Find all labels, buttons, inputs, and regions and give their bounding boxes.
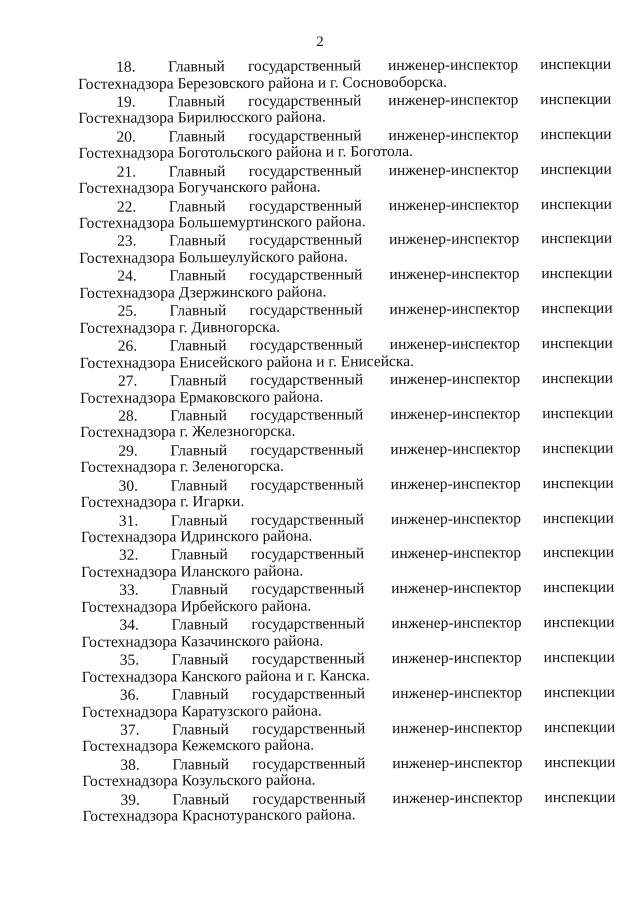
item-word-3: инженер-инспектор <box>387 56 519 75</box>
item-word-3: инженер-инспектор <box>389 265 520 284</box>
item-word-4: инспекции <box>544 788 616 806</box>
item-continuation: Гостехнадзора Ермаковского района. <box>80 388 324 407</box>
item-continuation: Гостехнадзора Дзержинского района. <box>79 283 327 302</box>
item-number: 39. <box>120 791 140 809</box>
item-word-4: инспекции <box>544 753 616 771</box>
list-item <box>79 231 611 269</box>
item-number: 21. <box>116 163 137 181</box>
item-word-1: Главный <box>171 686 229 704</box>
item-word-3: инженер-инспектор <box>388 160 519 179</box>
list-item <box>78 92 610 130</box>
item-continuation: Гостехнадзора г. Зеленогорска. <box>80 458 284 477</box>
item-number: 30. <box>118 477 139 495</box>
item-word-4: инспекции <box>541 299 613 318</box>
item-word-4: инспекции <box>543 579 615 597</box>
item-word-2: государственный <box>250 545 365 564</box>
list-item <box>82 650 614 688</box>
item-word-4: инспекции <box>542 404 614 423</box>
item-word-2: государственный <box>249 371 364 389</box>
item-word-1: Главный <box>169 337 227 355</box>
item-word-3: инженер-инспектор <box>390 405 521 424</box>
item-number: 25. <box>117 302 137 320</box>
item-word-2: государственный <box>252 755 366 773</box>
item-word-2: государственный <box>250 510 365 529</box>
item-word-4: инспекции <box>543 648 615 667</box>
item-word-4: инспекции <box>543 683 615 702</box>
item-word-3: инженер-инспектор <box>389 370 521 389</box>
list-item <box>81 545 613 583</box>
item-word-3: инженер-инспектор <box>388 126 519 144</box>
item-word-2: государственный <box>249 301 363 320</box>
item-word-2: государственный <box>251 580 365 599</box>
item-word-2: государственный <box>252 720 366 738</box>
item-word-2: государственный <box>248 161 362 180</box>
item-word-1: Главный <box>169 232 226 250</box>
item-number: 28. <box>118 407 138 425</box>
item-first-line <box>80 371 612 391</box>
item-first-line <box>82 685 614 705</box>
item-word-4: инспекции <box>542 509 614 527</box>
item-first-line <box>81 615 613 635</box>
item-word-4: инспекции <box>541 230 613 248</box>
item-word-3: инженер-инспектор <box>392 719 523 738</box>
item-word-2: государственный <box>251 650 365 669</box>
item-first-line <box>78 92 610 112</box>
list-item <box>80 441 612 479</box>
item-continuation: Гостехнадзора Боготольского района и г. Боготола. <box>78 143 414 163</box>
item-word-3: инженер-инспектор <box>389 300 520 319</box>
item-word-4: инспекции <box>540 125 612 143</box>
item-word-1: Главный <box>172 790 230 809</box>
item-first-line <box>81 510 613 530</box>
item-word-2: государственный <box>248 92 362 110</box>
item-word-4: инспекции <box>542 474 614 492</box>
item-word-2: государственный <box>249 336 363 355</box>
item-word-1: Главный <box>172 721 229 739</box>
item-word-1: Главный <box>172 755 230 774</box>
item-continuation: Гостехнадзора Ирбейского района. <box>81 597 312 616</box>
list-item <box>82 755 614 793</box>
item-number: 37. <box>120 721 140 739</box>
item-word-3: инженер-инспектор <box>392 789 523 807</box>
item-word-1: Главный <box>168 127 226 146</box>
item-word-4: инспекции <box>543 613 615 632</box>
item-word-2: государственный <box>249 266 363 285</box>
item-continuation: Гостехнадзора Бирилюсского района. <box>78 108 326 128</box>
item-word-1: Главный <box>167 58 225 76</box>
item-word-3: инженер-инспектор <box>390 544 522 563</box>
item-word-3: инженер-инспектор <box>391 684 523 703</box>
list-item <box>81 475 613 513</box>
item-word-3: инженер-инспектор <box>389 230 520 249</box>
item-continuation: Гостехнадзора Енисейского района и г. Енисейска. <box>79 352 415 372</box>
item-word-4: инспекции <box>539 55 612 74</box>
list-item <box>79 196 611 234</box>
item-word-3: инженер-инспектор <box>390 474 521 493</box>
item-word-3: инженер-инспектор <box>391 649 522 668</box>
item-word-3: инженер-инспектор <box>388 195 520 214</box>
page-number: 2 <box>316 34 324 50</box>
item-word-3: инженер-инспектор <box>389 335 520 354</box>
item-number: 20. <box>116 128 136 146</box>
item-number: 35. <box>119 651 140 669</box>
item-number: 32. <box>118 547 139 565</box>
item-word-1: Главный <box>170 546 228 564</box>
position-list <box>78 57 615 828</box>
item-number: 29. <box>118 442 138 460</box>
item-word-2: государственный <box>250 406 364 424</box>
item-word-2: государственный <box>249 231 363 250</box>
list-item <box>80 336 612 374</box>
item-word-1: Главный <box>168 162 226 181</box>
list-item <box>79 266 611 304</box>
item-number: 36. <box>119 686 140 704</box>
item-continuation: Гостехнадзора г. Железногорска. <box>80 423 296 442</box>
list-item <box>80 371 612 409</box>
item-word-1: Главный <box>170 511 228 530</box>
item-continuation: Гостехнадзора Каратузского района. <box>81 702 322 721</box>
list-item <box>82 789 614 827</box>
item-word-1: Главный <box>168 197 226 216</box>
item-continuation: Гостехнадзора Канского района и г. Канска. <box>81 666 370 686</box>
item-word-2: государственный <box>251 685 366 703</box>
item-word-4: инспекции <box>540 90 612 109</box>
item-word-1: Главный <box>170 476 228 495</box>
item-word-2: государственный <box>247 57 362 75</box>
item-continuation: Гостехнадзора Богучанского района. <box>78 178 321 198</box>
item-word-1: Главный <box>170 441 228 460</box>
item-word-1: Главный <box>171 616 229 634</box>
item-word-4: инспекции <box>544 718 616 737</box>
list-item <box>78 57 610 95</box>
list-item <box>79 301 611 339</box>
item-word-2: государственный <box>250 441 364 459</box>
item-word-3: инженер-инспектор <box>391 579 522 598</box>
item-word-1: Главный <box>171 651 229 669</box>
item-continuation: Гостехнадзора Кежемского района. <box>82 736 315 756</box>
item-continuation: Гостехнадзора Большеулуйского района. <box>79 248 348 267</box>
list-item <box>81 580 613 618</box>
item-continuation: Гостехнадзора г. Дивногорска. <box>79 318 281 337</box>
item-continuation: Гостехнадзора Козульского района. <box>82 771 316 791</box>
item-word-3: инженер-инспектор <box>391 614 522 633</box>
item-number: 27. <box>117 372 138 390</box>
item-first-line <box>82 720 614 740</box>
item-first-line <box>80 406 612 426</box>
item-number: 31. <box>118 512 139 530</box>
list-item <box>80 406 612 444</box>
item-word-2: государственный <box>248 196 363 215</box>
item-number: 23. <box>117 233 137 251</box>
item-word-3: инженер-инспектор <box>390 509 521 528</box>
item-number: 33. <box>119 581 139 600</box>
item-word-2: государственный <box>251 615 365 634</box>
item-first-line <box>81 475 613 495</box>
item-word-1: Главный <box>169 372 227 390</box>
item-word-4: инспекции <box>542 439 614 457</box>
list-item <box>79 161 611 199</box>
item-continuation: Гостехнадзора Большемуртинского района. <box>78 213 366 233</box>
item-first-line <box>82 755 614 775</box>
item-number: 22. <box>116 198 137 216</box>
item-word-1: Главный <box>169 267 227 285</box>
list-item <box>78 127 610 165</box>
item-word-1: Главный <box>170 407 227 425</box>
item-continuation: Гостехнадзора Казачинского района. <box>81 632 324 651</box>
list-item <box>82 720 614 758</box>
item-word-4: инспекции <box>540 160 612 178</box>
item-word-1: Главный <box>168 92 226 111</box>
item-first-line <box>79 301 611 321</box>
item-word-4: инспекции <box>541 265 613 283</box>
item-first-line <box>81 545 613 565</box>
item-word-4: инспекции <box>541 369 614 388</box>
item-word-3: инженер-инспектор <box>388 91 519 109</box>
item-word-4: инспекции <box>540 195 613 213</box>
item-word-3: инженер-инспектор <box>392 754 523 772</box>
list-item <box>82 685 614 723</box>
item-first-line <box>80 441 612 461</box>
item-number: 18. <box>115 58 136 76</box>
item-word-3: инженер-инспектор <box>390 440 521 458</box>
item-word-2: государственный <box>248 127 362 145</box>
item-number: 26. <box>117 337 138 355</box>
item-continuation: Гостехнадзора Иланского района. <box>81 562 304 581</box>
item-word-4: инспекции <box>541 334 613 353</box>
item-first-line <box>79 161 611 181</box>
list-item <box>81 510 613 548</box>
item-number: 38. <box>120 756 140 774</box>
item-word-1: Главный <box>169 302 227 320</box>
list-item <box>81 615 613 653</box>
item-word-4: инспекции <box>542 544 615 562</box>
item-first-line <box>81 580 613 600</box>
item-continuation: Гостехнадзора г. Игарки. <box>80 493 245 512</box>
item-word-2: государственный <box>252 789 366 808</box>
item-continuation: Гостехнадзора Березовского района и г. Сосновоборска. <box>78 73 448 93</box>
item-number: 24. <box>117 267 137 286</box>
item-word-1: Главный <box>171 581 229 599</box>
item-continuation: Гостехнадзора Краснотуранского района. <box>82 806 356 826</box>
item-number: 19. <box>116 93 136 111</box>
item-word-2: государственный <box>250 475 364 494</box>
item-continuation: Гостехнадзора Идринского района. <box>80 527 313 547</box>
item-first-line <box>79 266 611 286</box>
item-number: 34. <box>119 616 139 635</box>
